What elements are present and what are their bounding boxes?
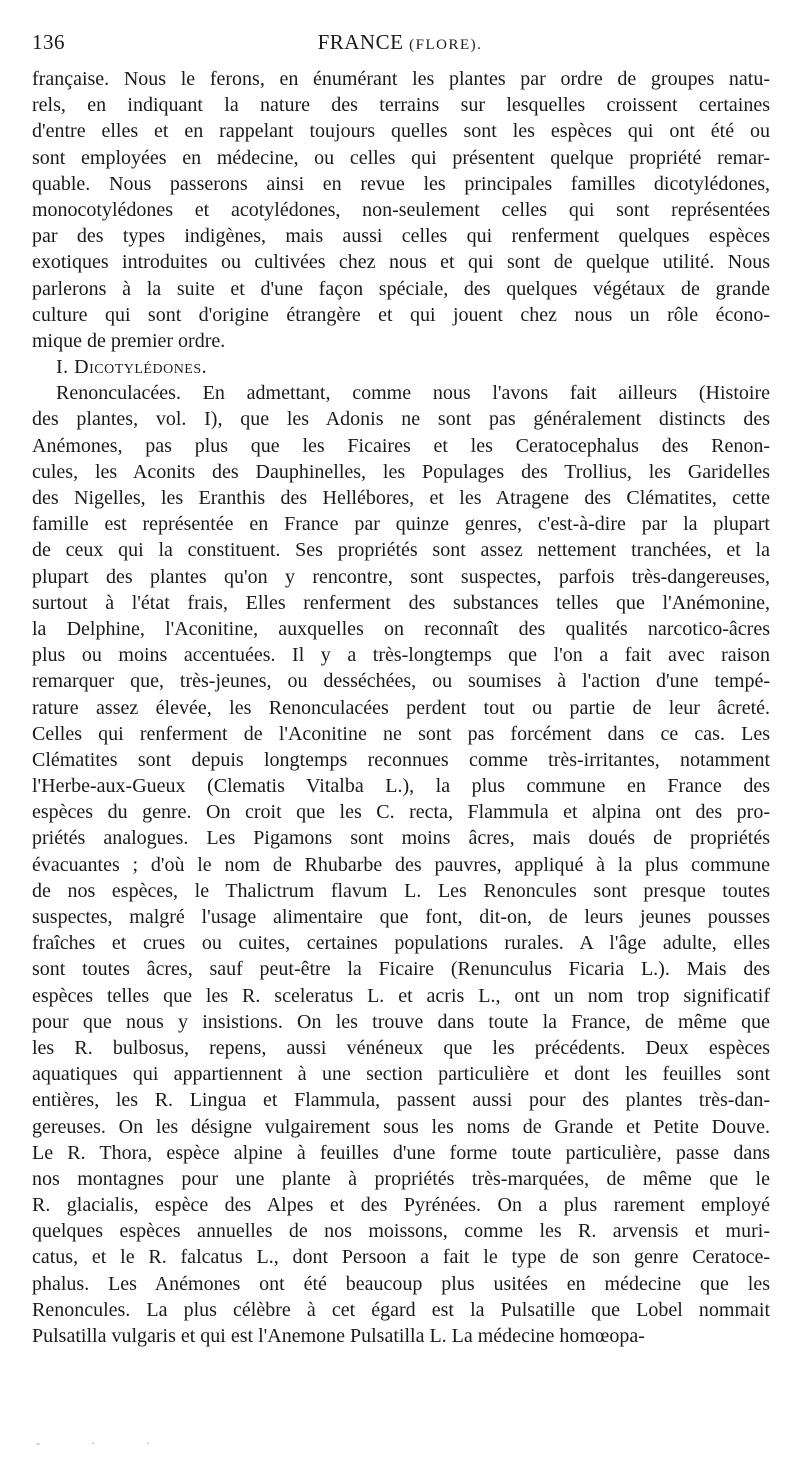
printer-marks: - · ·: [36, 1436, 174, 1450]
section-heading: I. Dicotylédones.: [56, 356, 208, 379]
text-line: la Delphine, l'Aconitine, auxquelles on reconnaît des qualités narcotico-âcres: [32, 617, 770, 640]
text-line: phalus. Les Anémones ont été beaucoup plus usitées en médecine que les: [32, 1272, 770, 1295]
text-line: des Nigelles, les Eranthis des Hellébores, et les Atragene des Clématites, cette: [32, 487, 770, 509]
text-line: surtout à l'état frais, Elles renferment des substances telles que l'Anémonine,: [32, 591, 770, 614]
running-title: [32, 30, 768, 55]
text-line: sont employées en médecine, ou celles qui présentent quelque propriété remar-: [32, 146, 770, 169]
text-line: Renonculacées. En admettant, comme nous l'avons fait ailleurs (Histoire: [56, 382, 770, 405]
text-line: Clématites sont depuis longtemps reconnues comme très-irritantes, notamment: [32, 748, 770, 771]
page-number: 136: [32, 30, 65, 54]
text-line: plus ou moins accentuées. Il y a très-longtemps que l'on a fait avec raison: [32, 644, 770, 667]
running-title-main: FRANCE: [317, 30, 404, 54]
text-line: sont toutes âcres, sauf peut-être la Ficaire (Renunculus Ficaria L.). Mais des: [32, 958, 770, 981]
text-line: espèces telles que les R. sceleratus L. et acris L., ont un nom trop significatif: [32, 984, 770, 1007]
body-text: [32, 66, 770, 1349]
text-line: des plantes, vol. I), que les Adonis ne sont pas généralement distincts des: [32, 408, 770, 431]
text-line: rels, en indiquant la nature des terrains sur lesquelles croissent certaines: [32, 94, 770, 117]
text-line: quable. Nous passerons ainsi en revue les principales familles dicotylédones,: [32, 172, 770, 195]
text-line: évacuantes ; d'où le nom de Rhubarbe des pauvres, appliqué à la plus commune: [32, 853, 770, 876]
text-line: de ceux qui la constituent. Ses propriétés sont assez nettement tranchées, et la: [32, 539, 770, 562]
text-line: cules, les Aconits des Dauphinelles, les Populages des Trollius, les Garidelles: [32, 460, 770, 483]
text-line: plupart des plantes qu'on y rencontre, sont suspectes, parfois très-dangereuses,: [32, 565, 770, 588]
text-line: suspectes, malgré l'usage alimentaire que font, dit-on, de leurs jeunes pousses: [32, 906, 770, 928]
text-line: française. Nous le ferons, en énumérant les plantes par ordre de groupes natu-: [32, 68, 770, 90]
text-line: monocotylédones et acotylédones, non-seulement celles qui sont représentées: [32, 198, 770, 221]
text-line: nos montagnes pour une plante à propriétés très-marquées, de même que le: [32, 1167, 770, 1190]
text-line: Le R. Thora, espèce alpine à feuilles d'une forme toute particulière, passe dans: [32, 1141, 770, 1164]
text-line: d'entre elles et en rappelant toujours quelles sont les espèces qui ont été ou: [32, 120, 770, 143]
text-line: catus, et le R. falcatus L., dont Persoon a fait le type de son genre Ceratoce-: [32, 1246, 770, 1269]
text-line: rature assez élevée, les Renonculacées perdent tout ou partie de leur âcreté.: [32, 696, 770, 719]
text-line: gereuses. On les désigne vulgairement sous les noms de Grande et Petite Douve.: [32, 1115, 770, 1138]
text-line: entières, les R. Lingua et Flammula, passent aussi pour des plantes très-dan-: [32, 1089, 770, 1112]
text-line: R. glacialis, espèce des Alpes et des Pyrénées. On a plus rarement employé: [32, 1194, 770, 1217]
running-header: [32, 30, 768, 60]
text-line: Renoncules. La plus célèbre à cet égard est la Pulsatille que Lobel nommait: [32, 1298, 770, 1321]
text-line: remarquer que, très-jeunes, ou desséchées, ou soumises à l'action d'une tempé-: [32, 670, 770, 693]
text-line: les R. bulbosus, repens, aussi vénéneux que les précédents. Deux espèces: [32, 1036, 770, 1059]
text-line: par des types indigènes, mais aussi celles qui renferment quelques espèces: [32, 225, 770, 248]
text-line: pour que nous y insistions. On les trouve dans toute la France, de même que: [32, 1010, 770, 1033]
text-line: l'Herbe-aux-Gueux (Clematis Vitalba L.), la plus commune en France des: [32, 775, 770, 798]
text-line: Pulsatilla vulgaris et qui est l'Anemone Pulsatilla L. La médecine homœopa-: [32, 1325, 645, 1347]
text-line: mique de premier ordre.: [32, 329, 226, 352]
text-line: Celles qui renferment de l'Aconitine ne sont pas forcément dans ce cas. Les: [32, 722, 770, 745]
text-line: culture qui sont d'origine étrangère et qui jouent chez nous un rôle écono-: [32, 303, 770, 326]
text-line: parlerons à la suite et d'une façon spéciale, des quelques végétaux de grande: [32, 277, 770, 300]
text-line: Anémones, pas plus que les Ficaires et les Ceratocephalus des Renon-: [32, 434, 770, 457]
text-line: exotiques introduites ou cultivées chez nous et qui sont de quelque utilité. Nous: [32, 251, 770, 274]
text-line: fraîches et crues ou cuites, certaines populations rurales. A l'âge adulte, elles: [32, 932, 770, 955]
text-line: famille est représentée en France par quinze genres, c'est-à-dire par la plupart: [32, 513, 770, 536]
running-title-sub: (FLORE).: [409, 37, 483, 53]
text-line: espèces du genre. On croit que les C. recta, Flammula et alpina ont des pro-: [32, 801, 770, 824]
text-line: quelques espèces annuelles de nos moissons, comme les R. arvensis et muri-: [32, 1220, 770, 1243]
text-line: aquatiques qui appartiennent à une section particulière et dont les feuilles sont: [32, 1063, 770, 1086]
text-line: de nos espèces, le Thalictrum flavum L. Les Renoncules sont presque toutes: [32, 879, 770, 902]
text-line: priétés analogues. Les Pigamons sont moins âcres, mais doués de propriétés: [32, 827, 770, 850]
